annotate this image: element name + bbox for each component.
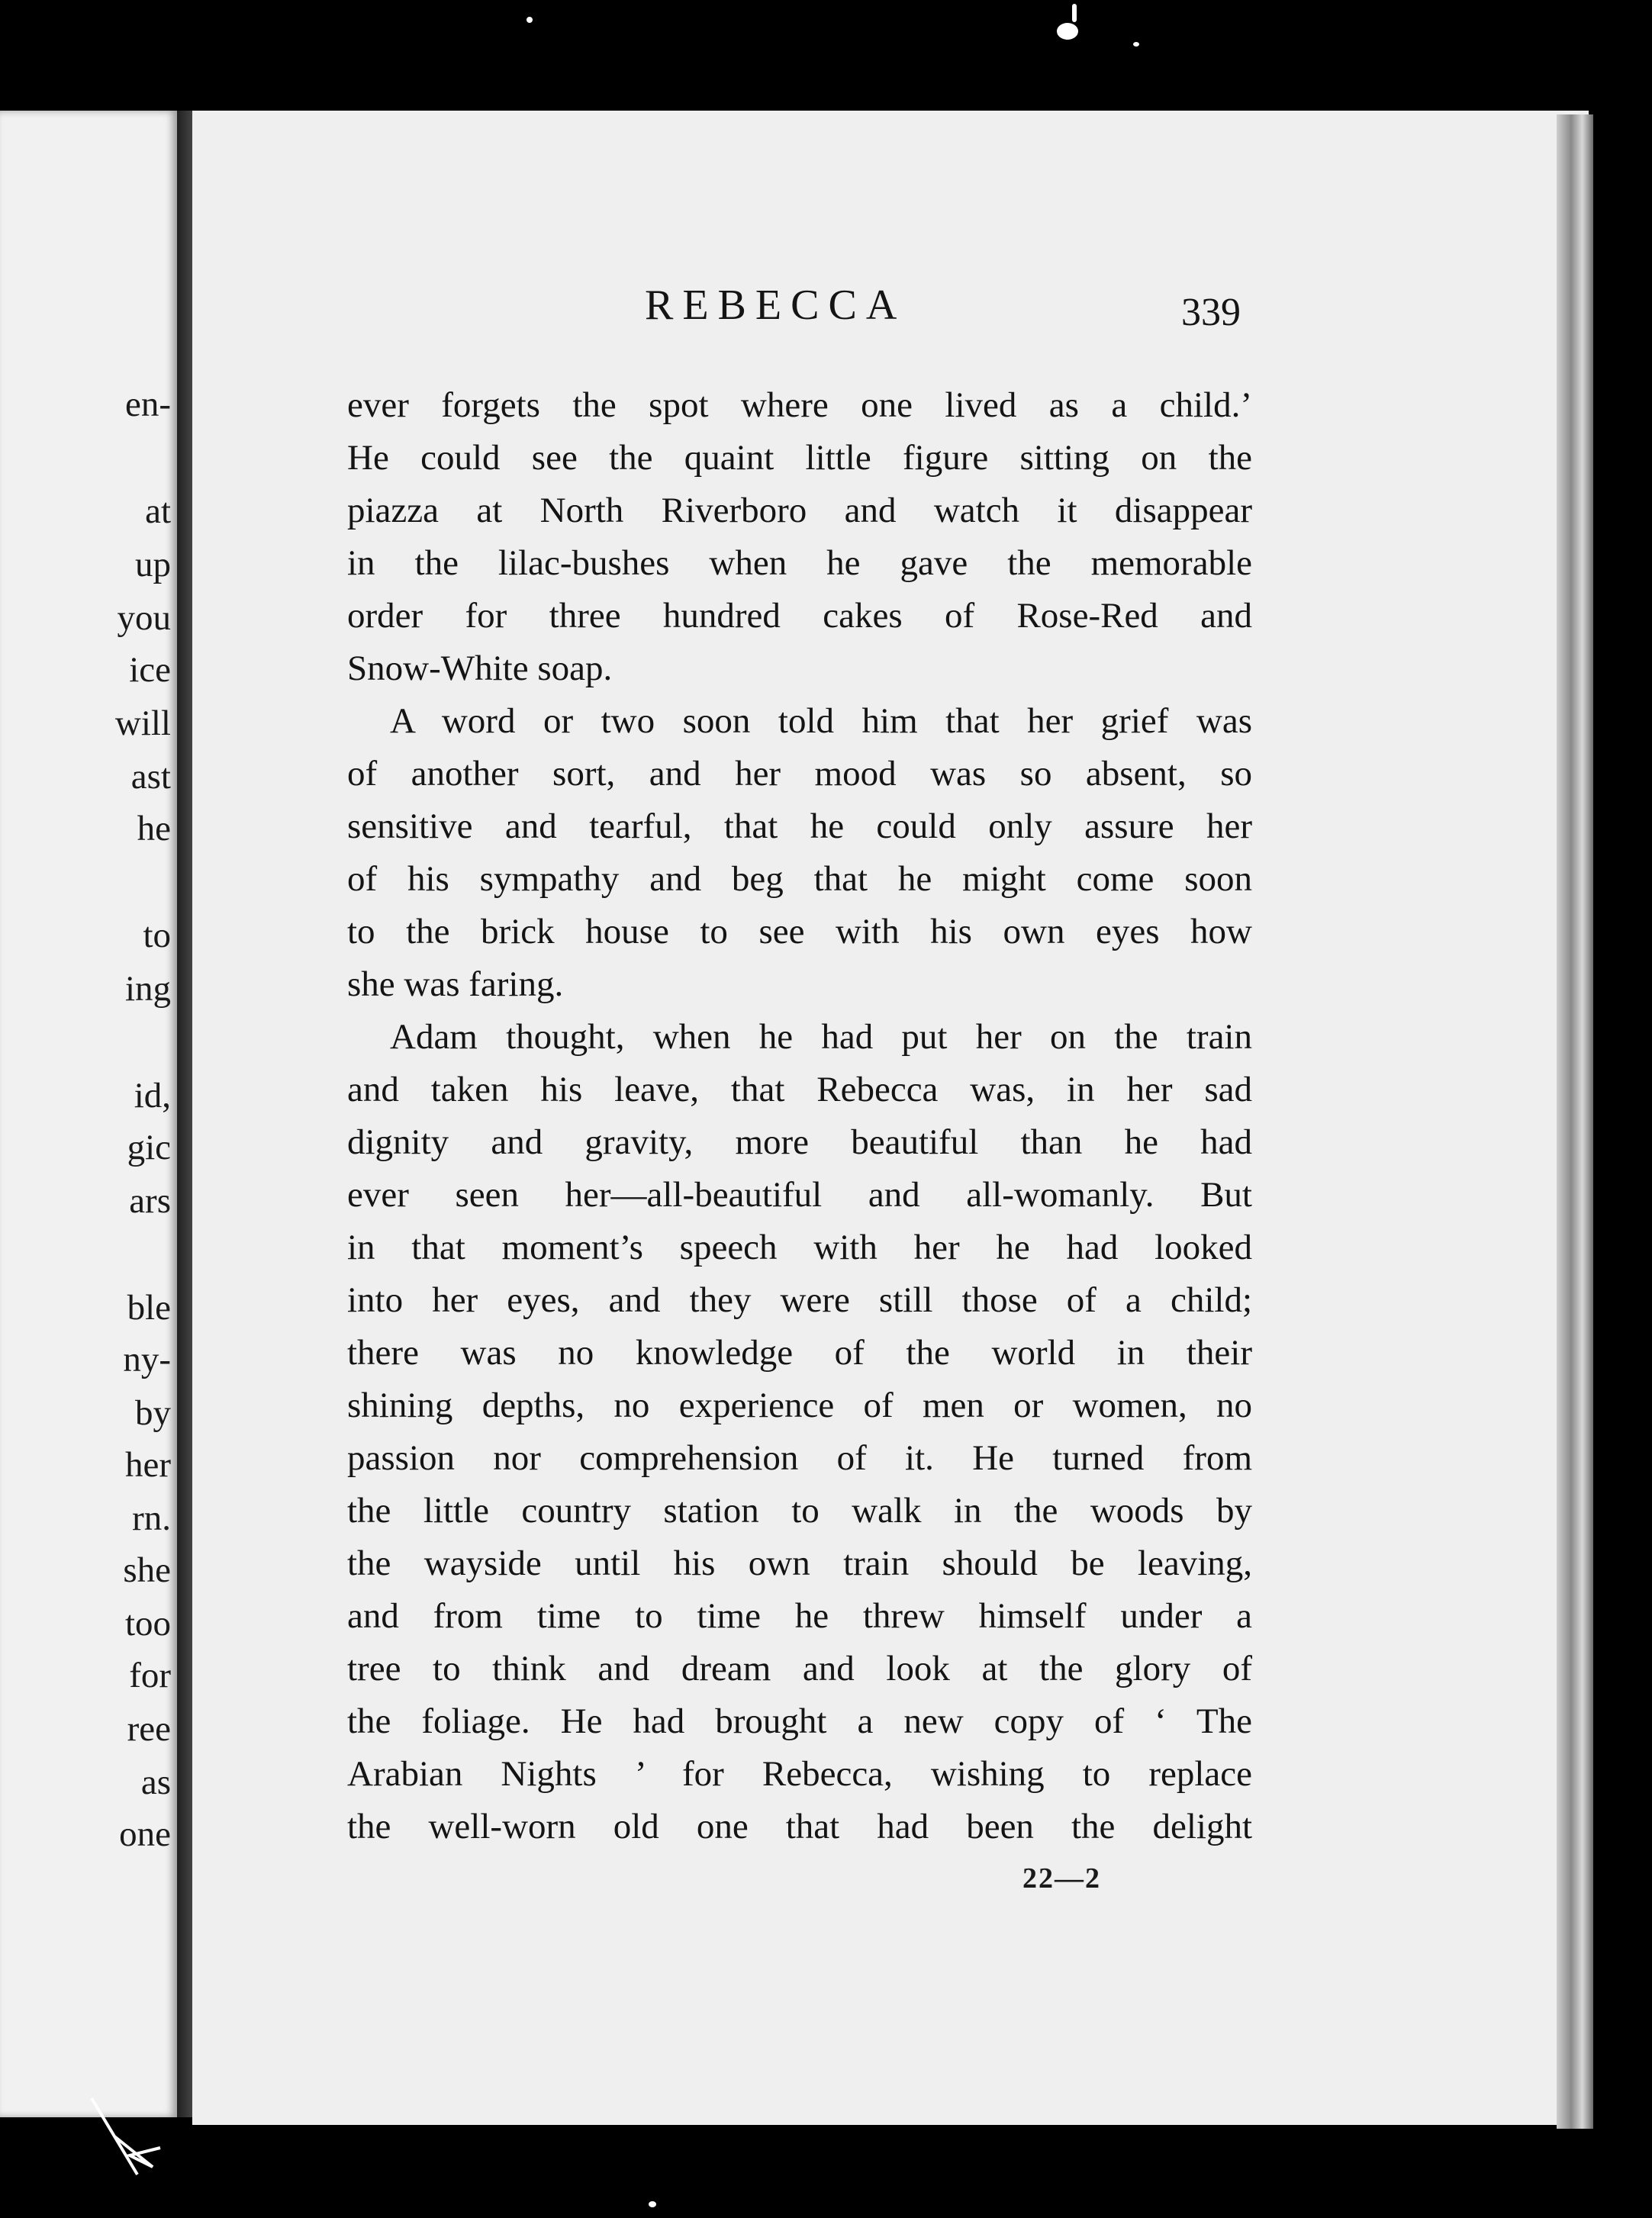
text-line: there was no knowledge of the world in their (347, 1333, 1252, 1373)
page-number: 339 (1181, 291, 1241, 334)
text-line: and from time to time he threw himself under a (347, 1596, 1252, 1636)
text-line: in the lilac-bushes when he gave the memorable (347, 543, 1252, 583)
text-line: tree to think and dream and look at the glory of (347, 1649, 1252, 1688)
left-page-fragment: id, (134, 1076, 171, 1115)
text-line: to the brick house to see with his own eyes how (347, 912, 1252, 951)
scan-scratch-mark (84, 2083, 176, 2182)
text-line: and taken his leave, that Rebecca was, in her sad (347, 1070, 1252, 1109)
left-page-fragment: gic (127, 1128, 171, 1167)
left-page-fragment: up (135, 545, 171, 584)
running-head: REBECCA (645, 282, 907, 329)
left-page-fragment: will (114, 703, 171, 743)
text-line: dignity and gravity, more beautiful than he had (347, 1122, 1252, 1162)
text-line: the little country station to walk in the woods by (347, 1491, 1252, 1531)
left-page-fragment: ny- (123, 1340, 171, 1379)
dust-speck (1072, 4, 1077, 22)
left-page-fragment: ars (129, 1181, 171, 1221)
text-line: ever forgets the spot where one lived as a child.’ (347, 385, 1252, 425)
text-line: piazza at North Riverboro and watch it disappear (347, 491, 1252, 530)
text-line: into her eyes, and they were still those of a child; (347, 1280, 1252, 1320)
text-line: she was faring. (347, 964, 564, 1004)
dust-speck (527, 17, 533, 23)
left-page-fragment: ast (130, 757, 171, 797)
left-page-fragment: to (143, 916, 171, 955)
left-page-fragment: you (117, 598, 171, 638)
left-page-fragment: too (124, 1604, 171, 1643)
text-line: He could see the quaint little figure sitting on the (347, 438, 1252, 478)
left-page-fragment: en- (124, 385, 171, 424)
text-line: the wayside until his own train should be leaving, (347, 1544, 1252, 1583)
left-page-fragment: ing (124, 969, 171, 1009)
dust-speck (1057, 23, 1078, 40)
left-page-fragment: he (137, 809, 171, 848)
text-line: order for three hundred cakes of Rose-Red and (347, 596, 1252, 636)
text-line: in that moment’s speech with her he had looked (347, 1228, 1252, 1267)
left-page-fragment: ice (129, 650, 171, 690)
text-line: passion nor comprehension of it. He turned from (347, 1438, 1252, 1478)
dust-speck (649, 2201, 656, 2207)
text-line: Arabian Nights ’ for Rebecca, wishing to replace (347, 1754, 1252, 1794)
text-line: ever seen her—all-beautiful and all-womanly. But (347, 1175, 1252, 1215)
left-page-fragment: ree (127, 1709, 171, 1749)
text-line: of his sympathy and beg that he might come soon (347, 859, 1252, 899)
left-page-fragment: one (119, 1814, 171, 1854)
text-line: the well-worn old one that had been the delight (347, 1807, 1252, 1846)
signature-mark: 22—2 (1022, 1862, 1101, 1894)
left-page-fragment: rn. (132, 1499, 171, 1538)
page-edge (1557, 114, 1593, 2129)
text-line: the foliage. He had brought a new copy of ‘ The (347, 1701, 1252, 1741)
left-page-fragment: by (135, 1393, 171, 1433)
left-page-fragment: for (129, 1656, 171, 1695)
left-page-fragment: her (124, 1445, 171, 1485)
left-page-fragment: at (145, 491, 171, 531)
left-page-fragment: she (123, 1550, 171, 1590)
left-page-fragment: ble (127, 1288, 171, 1328)
dust-speck (1133, 42, 1139, 47)
text-line: Snow-White soap. (347, 649, 613, 688)
text-line: sensitive and tearful, that he could only assure her (347, 806, 1252, 846)
text-line: A word or two soon told him that her grief was (390, 701, 1252, 741)
left-page (0, 111, 177, 2117)
text-line: Adam thought, when he had put her on the train (390, 1017, 1252, 1057)
text-line: shining depths, no experience of men or women, no (347, 1386, 1252, 1425)
text-line: of another sort, and her mood was so absent, so (347, 754, 1252, 794)
left-page-fragment: as (140, 1762, 171, 1802)
